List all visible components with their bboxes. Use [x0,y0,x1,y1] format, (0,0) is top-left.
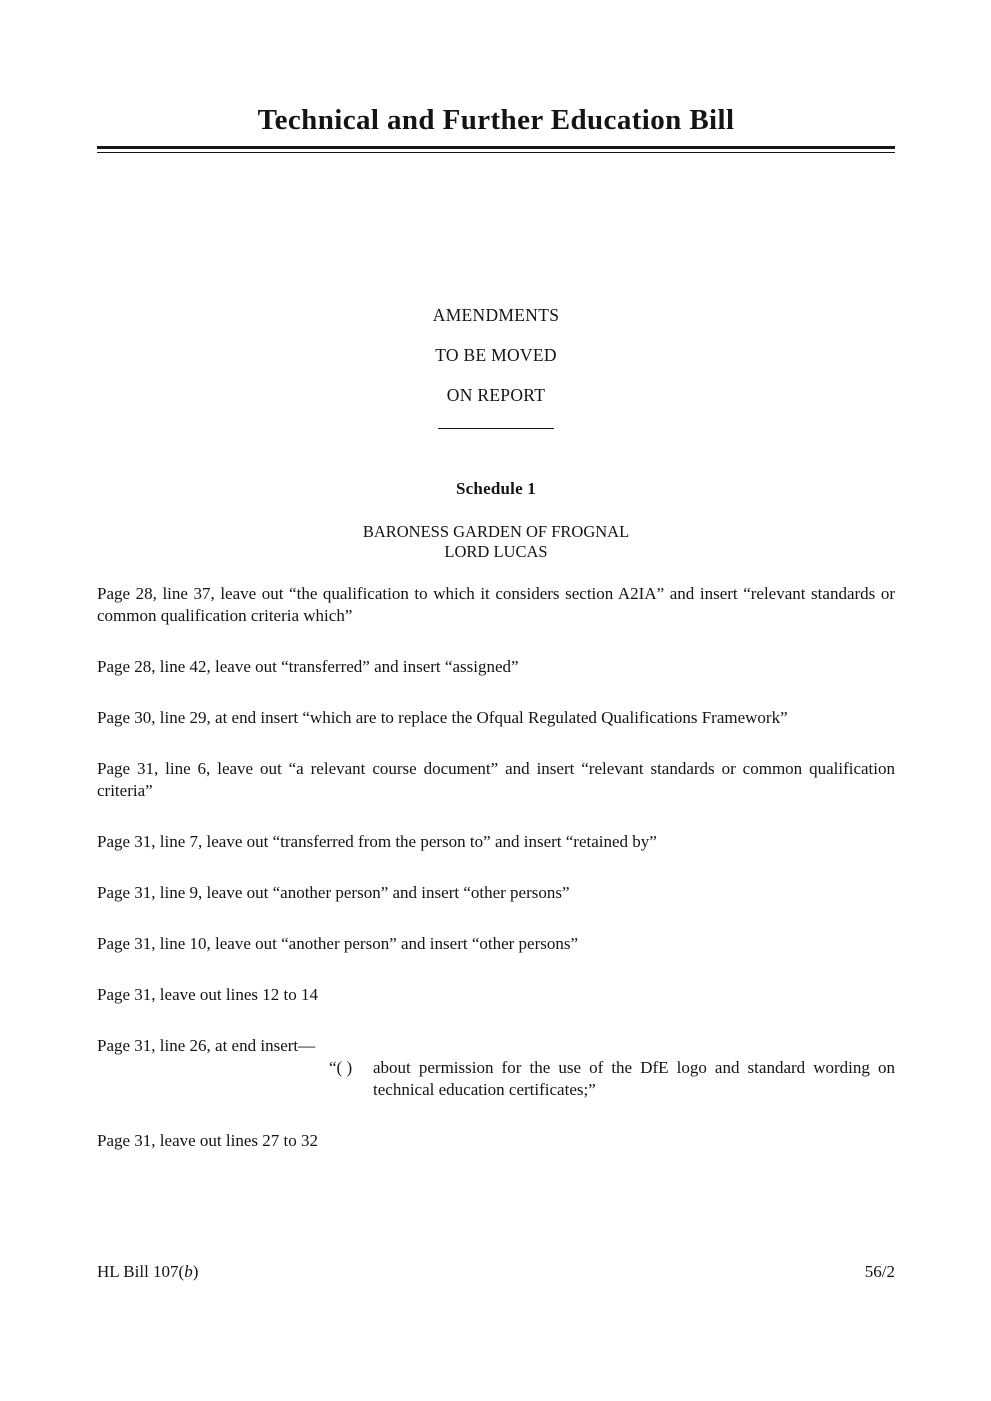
amendment-paragraph: Page 31, line 10, leave out “another person” and insert “other persons” [97,934,579,953]
amendments-heading-block [97,305,895,406]
bill-reference-italic: b [184,1262,193,1281]
amendment-paragraph: Page 30, line 29, at end insert “which are to replace the Ofqual Regulated Qualifications Framework” [97,708,788,727]
amendment-paragraph: Page 31, line 9, leave out “another person” and insert “other persons” [97,883,570,902]
schedule-heading: Schedule 1 [456,479,536,498]
amendment-paragraph: Page 31, leave out lines 12 to 14 [97,985,318,1004]
page-footer [97,1262,895,1282]
bill-reference-suffix: ) [192,1262,199,1281]
amendment-paragraph: Page 28, line 42, leave out “transferred” and insert “assigned” [97,657,519,676]
heading-line-on-report: ON REPORT [446,385,546,405]
amendment-paragraph: Page 31, line 6, leave out “a relevant course document” and insert “relevant standards or common qualification criteria” [97,759,895,800]
amendment-subparagraph [329,1057,895,1101]
amendments-list [97,583,895,1152]
amendment-lead-line: Page 31, line 26, at end insert— [97,1036,316,1055]
mover-name: BARONESS GARDEN OF FROGNAL [362,522,630,541]
title-double-rule [97,146,895,153]
amendment-paragraph [97,1035,895,1101]
heading-line-to-be-moved: TO BE MOVED [435,345,557,365]
subparagraph-text: about permission for the use of the DfE logo and standard wording on technical education certificates;” [373,1058,895,1099]
bill-reference-prefix: HL Bill 107( [97,1262,185,1281]
mover-name: LORD LUCAS [444,542,548,561]
section-divider-line [438,428,554,429]
amendment-paragraph: Page 31, leave out lines 27 to 32 [97,1131,318,1150]
amendment-paragraph: Page 31, line 7, leave out “transferred from the person to” and insert “retained by” [97,832,657,851]
movers-block [97,522,895,562]
bill-reference [97,1262,198,1282]
subparagraph-marker: “( ) [329,1058,353,1077]
document-title: Technical and Further Education Bill [257,104,735,136]
heading-line-amendments: AMENDMENTS [432,305,560,325]
amendment-paragraph: Page 28, line 37, leave out “the qualification to which it considers section A2IA” and insert “relevant standards or common qualification criteria which” [97,584,895,625]
sheet-number: 56/2 [864,1262,895,1281]
